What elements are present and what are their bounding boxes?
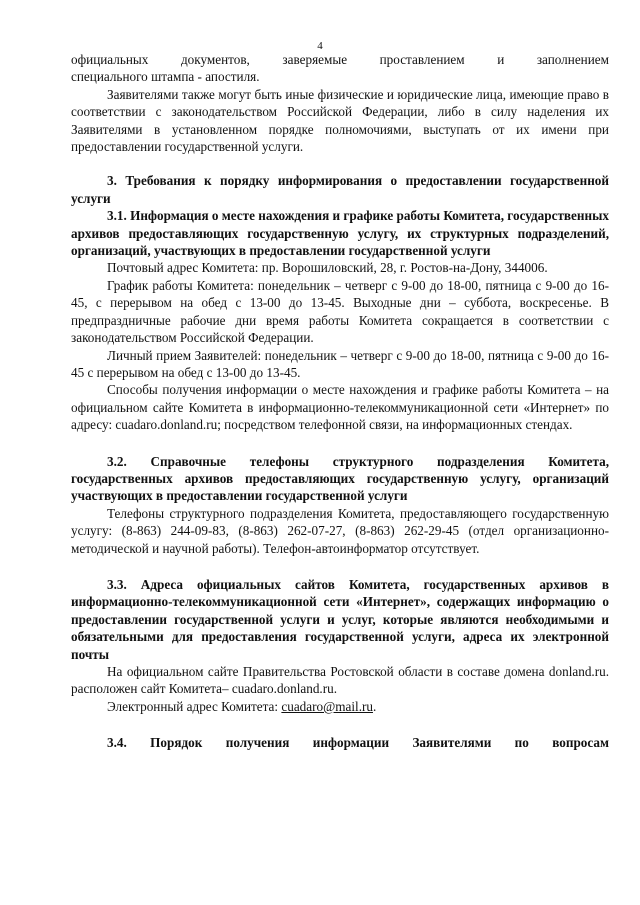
spacer: [71, 155, 609, 172]
email-paragraph: [71, 698, 609, 715]
spacer: [71, 715, 609, 734]
spacer: [71, 434, 609, 453]
section-3-2-heading: 3.2. Справочные телефоны структурного подразделения Комитета, государственных архивов предоставляющих государственную услугу, организаций участвующих в предоставлении государственной услуги: [71, 453, 609, 504]
section-3-3-heading: 3.3. Адреса официальных сайтов Комитета, государственных архивов в информационно-телекоммуникационной сети «Интернет», содержащих информацию о предоставлении государственной услуги и услуг, которые являются необходимыми и обязательными для предоставления государственной услуги, адреса их электронной почты: [71, 576, 609, 662]
section-3-heading: 3. Требования к порядку информирования о предоставлении государственной услуги: [71, 173, 609, 206]
section-3-1-heading: 3.1. Информация о месте нахождения и графике работы Комитета, государственных архивов предоставляющих государственную услугу, их структурных подразделений, организаций, участвующих в предоставлении государственной услуги: [71, 208, 609, 259]
top-line: официальных документов, заверяемые проставлением и заполнением: [71, 52, 609, 67]
applicants-paragraph: Заявителями также могут быть иные физические и юридические лица, имеющие право в соответствии с законодательством Российской Федерации, либо в силу наделения их Заявителями в установленном порядке полномочиями, выступать от их имени при предоставлении государственной услуги.: [71, 86, 609, 155]
reception-paragraph: Личный прием Заявителей: понедельник – четверг с 9-00 до 18-00, пятница с 9-00 до 16-45 с перерывом на обед с 13-00 до 13-45.: [71, 347, 609, 380]
page-number: 4: [317, 40, 323, 52]
email-link[interactable]: cuadaro@mail.ru: [281, 698, 373, 714]
email-end: .: [372, 698, 377, 714]
email-label: Электронный адрес Комитета:: [107, 698, 282, 714]
top-line-continuation: специального штампа - апостиля.: [71, 69, 260, 85]
page-content: [71, 51, 609, 752]
info-methods-paragraph: Способы получения информации о месте нахождения и графике работы Комитета – на официальном сайте Комитета в информационно-телекоммуникационной сети «Интернет» по адресу: cuadaro.donland.ru; посредством телефонной связи, на информационных стендах.: [71, 382, 609, 433]
section-3-4-heading: 3.4. Порядок получения информации Заявителями по вопросам: [107, 735, 609, 751]
spacer: [71, 557, 609, 576]
postal-address-paragraph: Почтовый адрес Комитета: пр. Ворошиловский, 28, г. Ростов-на-Дону, 344006.: [107, 260, 548, 276]
website-paragraph: На официальном сайте Правительства Ростовской области в составе домена donland.ru. расположен сайт Комитета– cuadaro.donland.ru.: [71, 664, 609, 697]
phones-paragraph: Телефоны структурного подразделения Комитета, предоставляющего государственную услугу: (8-863) 244-09-83, (8-863) 262-07-27, (8-863) 262-29-45 (отдел организационно-методической и научной работы). Телефон-автоинформатор отсутствует.: [71, 505, 609, 556]
work-schedule-paragraph: График работы Комитета: понедельник – четверг с 9-00 до 18-00, пятница с 9-00 до 16-45, с перерывом на обед с 13-00 до 13-45. Выходные дни – суббота, воскресенье. В предпраздничные рабочие дни время работы Комитета сокращается в соответствии с законодательством Российской Федерации.: [71, 277, 609, 346]
